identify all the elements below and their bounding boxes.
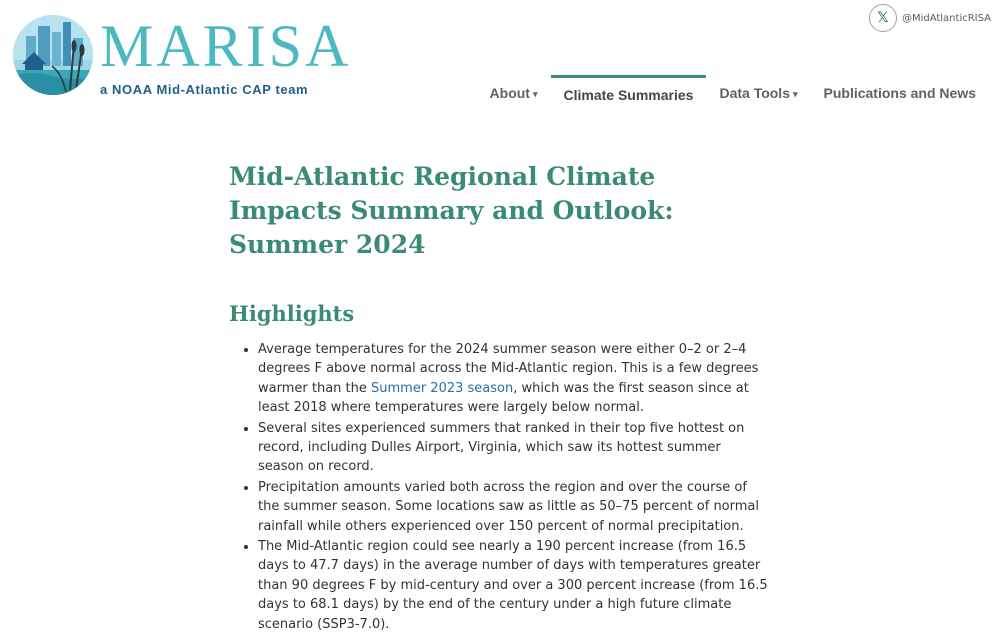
main-content [229,160,769,635]
list-item: • The Mid-Atlantic region could see nearly a 190 percent increase (from 16.5 days to 47.7 days) in the average number of days with temperatures greater than 90 degrees F by mid-century and over a 300 percent increase (from 16.5 days to 68.1 days) by the end of the century under a high future climate scenario (SSP3-7.0). [258,537,769,634]
nav-item-label: Data Tools [719,85,790,101]
nav-item-publications-and-news[interactable] [811,75,989,100]
page-title: Mid-Atlantic Regional Climate Impacts Summary and Outlook: Summer 2024 [229,162,674,259]
x-icon: 𝕏 [869,4,897,32]
chevron-down-icon: ▾ [792,89,798,99]
bullet-text: Average temperatures for the 2024 summer season were either 0–2 or 2–4 degrees F above normal across the Mid-Atlantic region. This is a few degrees warmer than the [258,342,759,396]
nav-item-about[interactable] [477,75,551,100]
marisa-logo-icon [12,14,94,96]
logo-tagline: a NOAA Mid-Atlantic CAP team [100,82,309,97]
social-x-link[interactable] [869,4,991,32]
logo-wordmark: MARISA [100,13,352,79]
chevron-down-icon: ▾ [532,89,538,99]
main-nav [477,75,989,103]
nav-item-climate-summaries[interactable] [551,75,707,103]
nav-item-label: Climate Summaries [563,87,694,103]
site-logo-link[interactable] [12,12,362,98]
nav-item-label: Publications and News [823,85,976,101]
list-item: • Precipitation amounts varied both across the region and over the course of the summer season. Some locations saw as little as 50–75 percent of normal rainfall while others experienced over 150 percent of normal precipitation. [258,478,769,536]
nav-item-data-tools[interactable] [706,75,810,100]
list-item: • Several sites experienced summers that ranked in their top five hottest on record, including Dulles Airport, Virginia, which saw its hottest summer season on record. [258,419,769,477]
nav-item-label: About [489,85,530,101]
summer-2023-link[interactable]: Summer 2023 season [371,380,514,396]
social-handle: @MidAtlanticRISA [901,12,991,24]
list-item [258,340,769,418]
highlights-heading: Highlights [229,301,355,326]
bullet-text: , which was the first season since at least 2018 where temperatures were largely below normal. [258,380,749,416]
highlights-list [229,340,769,634]
